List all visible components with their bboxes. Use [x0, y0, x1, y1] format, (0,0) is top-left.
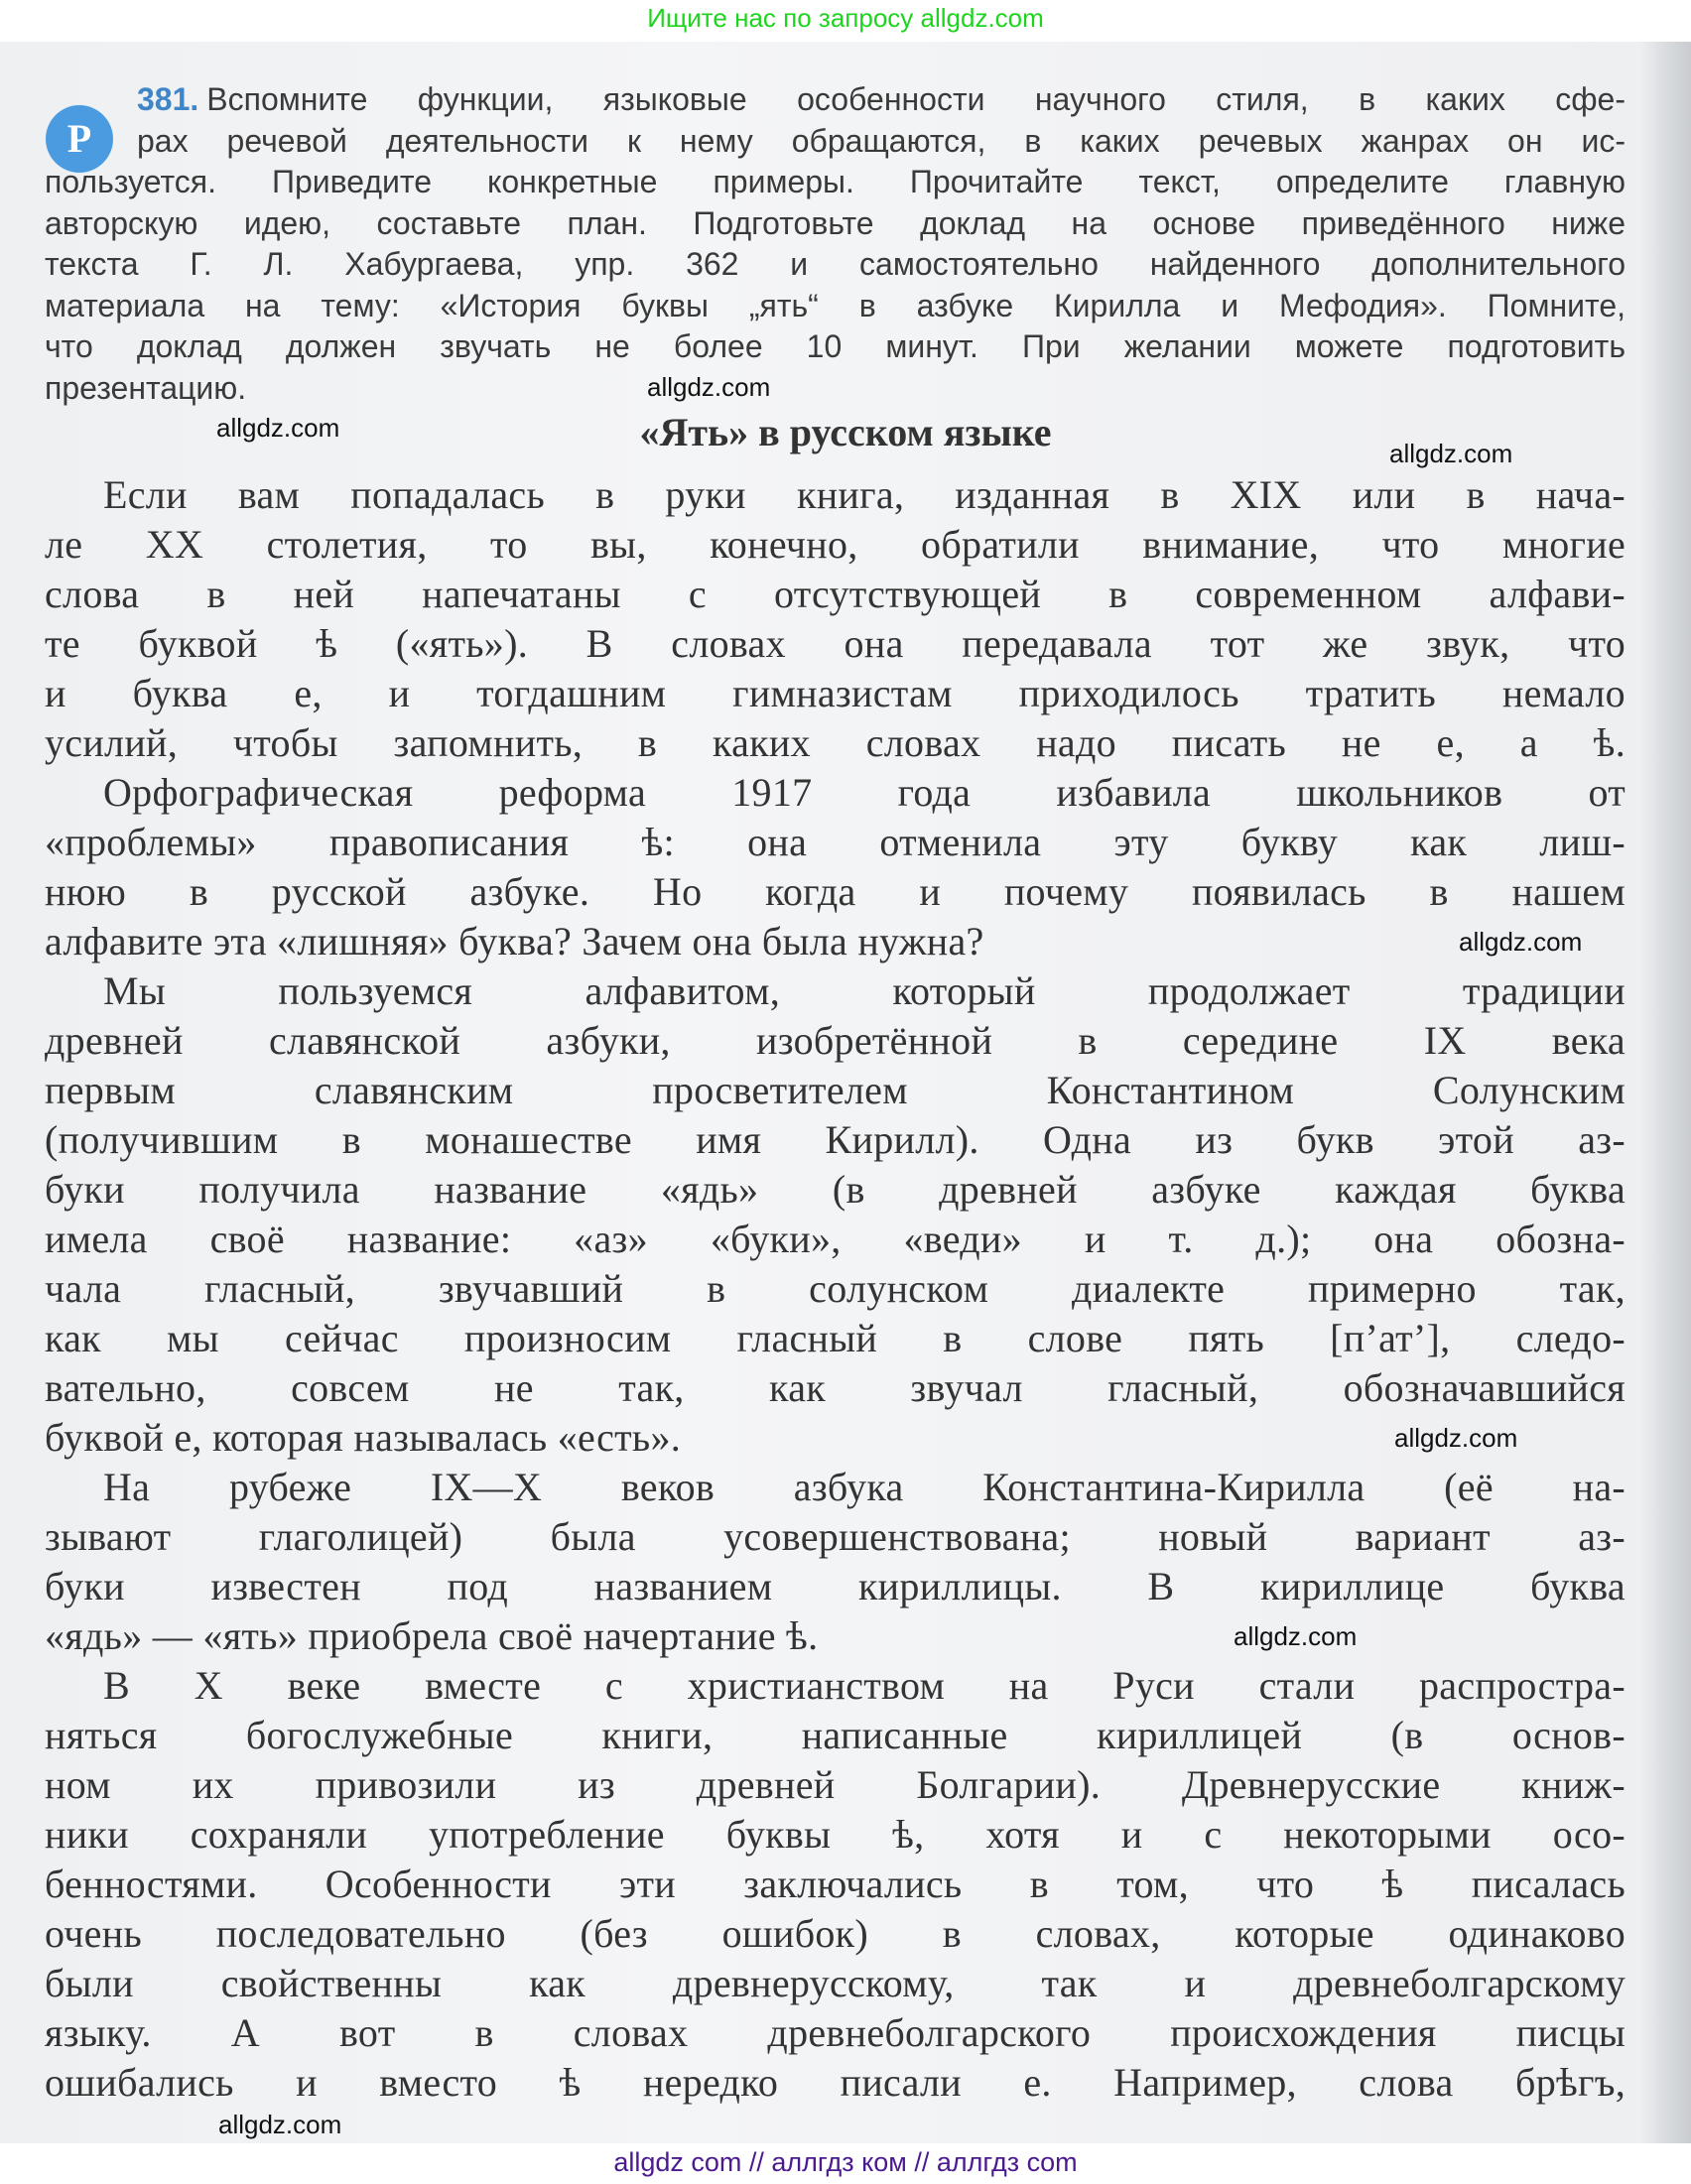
watermark-text: allgdz.com [216, 413, 340, 443]
top-banner-link[interactable]: Ищите нас по запросу allgdz.com [647, 3, 1044, 33]
text-line: няться богослужебные книги, написанные кириллицей (в основ- [45, 1713, 1626, 1757]
text-line: зывают глаголицей) была усовершенствована; новый вариант аз- [45, 1514, 1626, 1559]
watermark-text: allgdz.com [1394, 1423, 1518, 1453]
watermark-text: allgdz.com [1234, 1621, 1358, 1651]
exercise-line-text: Вспомните функции, языковые особенности научного стиля, в каких сфе- [206, 81, 1626, 117]
exercise-number: 381. [137, 81, 199, 117]
text-line: В X веке вместе с христианством на Руси стали распростра- [103, 1663, 1626, 1708]
text-line: буквой е, которая называлась «есть». [45, 1415, 682, 1460]
text-line: усилий, чтобы запомнить, в каких словах надо писать не е, а ѣ. [45, 720, 1626, 765]
watermark-text: allgdz.com [647, 372, 771, 402]
watermark-text: allgdz.com [1459, 927, 1583, 957]
text-line: имела своё название: «аз» «буки», «веди» и т. д.); она обозна- [45, 1217, 1626, 1261]
exercise-line [137, 79, 1626, 120]
text-line: бенностями. Особенности эти заключались в том, что ѣ писалась [45, 1862, 1626, 1906]
text-line: буки известен под названием кириллицы. В кириллице буква [45, 1564, 1626, 1608]
text-line: вательно, совсем не так, как звучал гласный, обозначавшийся [45, 1365, 1626, 1410]
exercise-line: пользуется. Приведите конкретные примеры. Прочитайте текст, определите главную [45, 164, 1626, 199]
text-line: буки получила название «ядь» (в древней азбуке каждая буква [45, 1167, 1626, 1212]
text-line: ном их привозили из древней Болгарии). Древнерусские книж- [45, 1762, 1626, 1807]
exercise-badge-icon: Р [46, 105, 113, 173]
text-line: нюю в русской азбуке. Но когда и почему появилась в нашем [45, 869, 1626, 914]
text-title: «Ять» в русском языке [639, 410, 1052, 454]
text-line: Если вам попадалась в руки книга, изданная в XIX или в нача- [103, 472, 1626, 517]
textbook-page [0, 42, 1691, 2143]
text-line: древней славянской азбуки, изобретённой в середине IX века [45, 1018, 1626, 1063]
exercise-line: материала на тему: «История буквы „ять“ в азбуке Кирилла и Мефодия». Помните, [45, 287, 1626, 323]
text-line: чала гласный, звучавший в солунском диалекте примерно так, [45, 1266, 1626, 1311]
text-line: ники сохраняли употребление буквы ѣ, хотя и с некоторыми осо- [45, 1812, 1626, 1857]
watermark-text: allgdz.com [1389, 439, 1513, 468]
text-line: слова в ней напечатаны с отсутствующей в современном алфави- [45, 572, 1626, 616]
exercise-line: что доклад должен звучать не более 10 минут. При желании можете подготовить [45, 328, 1626, 364]
text-line: Мы пользуемся алфавитом, который продолжает традиции [103, 968, 1626, 1013]
text-line: ошибались и вместо ѣ нередко писали е. Например, слова брѣгъ, [45, 2060, 1626, 2105]
text-line: На рубеже IX—X веков азбука Константина-Кирилла (её на- [103, 1465, 1626, 1509]
text-line: очень последовательно (без ошибок) в словах, которые одинаково [45, 1911, 1626, 1956]
text-line: и буква е, и тогдашним гимназистам приходилось тратить немало [45, 671, 1626, 715]
text-line: «ядь» — «ять» приобрела своё начертание ѣ. [45, 1613, 819, 1658]
text-line: алфавите эта «лишняя» буква? Зачем она была нужна? [45, 919, 984, 964]
text-line: Орфографическая реформа 1917 года избавила школьников от [103, 770, 1626, 815]
bottom-banner-link[interactable]: allgdz com // аллгдз ком // аллгдз com [613, 2147, 1078, 2177]
text-line: были свойственны как древнерусскому, так и древнеболгарскому [45, 1961, 1626, 2005]
text-line: первым славянским просветителем Константином Солунским [45, 1068, 1626, 1112]
exercise-line: рах речевой деятельности к нему обращаются, в каких речевых жанрах он ис- [137, 122, 1626, 159]
text-line: как мы сейчас произносим гласный в слове пять [п’ат’], следо- [45, 1316, 1626, 1360]
text-line: ле XX столетия, то вы, конечно, обратили внимание, что многие [45, 522, 1626, 567]
text-line: языку. А вот в словах древнеболгарского происхождения писцы [45, 2010, 1626, 2055]
watermark-text: allgdz.com [218, 2110, 342, 2139]
exercise-line: презентацию. [45, 369, 247, 406]
exercise-line: текста Г. Л. Хабургаева, упр. 362 и самостоятельно найденного дополнительного [45, 246, 1626, 282]
text-line: «проблемы» правописания ѣ: она отменила эту букву как лиш- [45, 820, 1626, 864]
exercise-line: авторскую идею, составьте план. Подготовьте доклад на основе приведённого ниже [45, 204, 1626, 241]
text-line: те буквой ѣ («ять»). В словах она передавала тот же звук, что [45, 621, 1626, 666]
text-line: (получившим в монашестве имя Кирилл). Одна из букв этой аз- [45, 1117, 1626, 1162]
